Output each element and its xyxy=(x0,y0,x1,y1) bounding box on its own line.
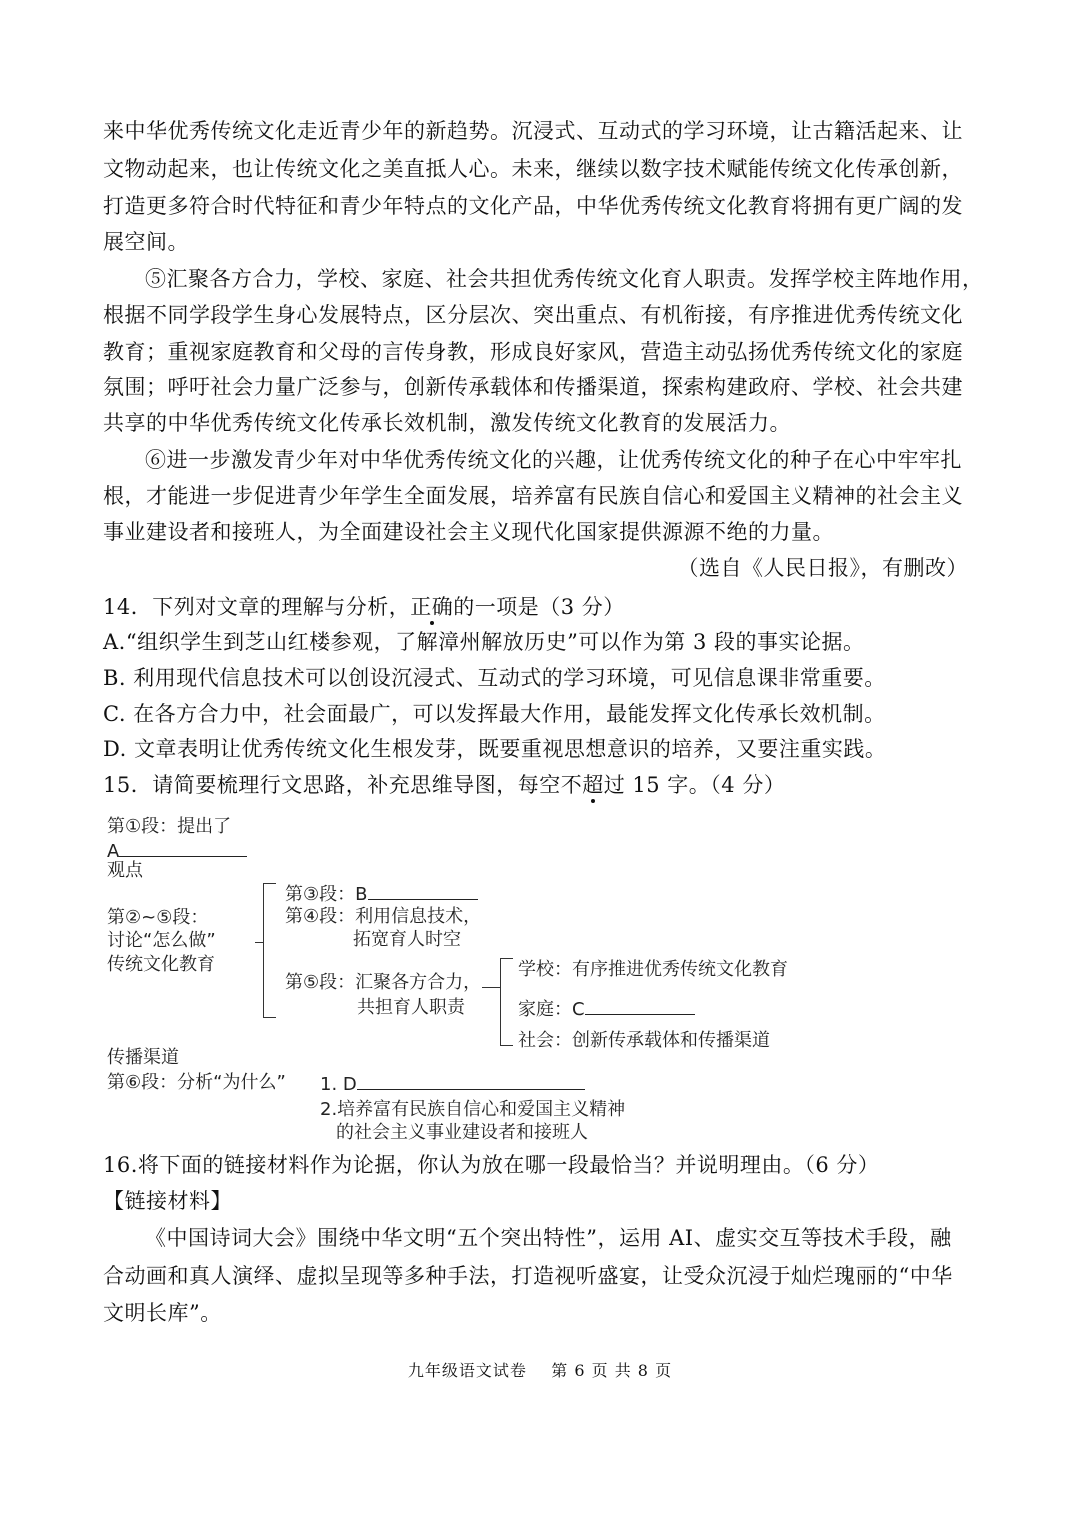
emphasis-text: 正确 xyxy=(410,595,454,619)
material-line: 文明长库”。 xyxy=(103,1301,222,1325)
passage-line: 教育；重视家庭教育和父母的言传身教，形成良好家风，营造主动弘扬优秀传统文化的家庭 xyxy=(103,340,963,364)
mindmap-para1: 第①段：提出了 xyxy=(107,816,232,837)
passage-line: ⑤汇聚各方合力，学校、家庭、社会共担优秀传统文化育人职责。发挥学校主阵地作用， xyxy=(145,267,984,291)
material-line: 合动画和真人演绎、虚拟呈现等多种手法，打造视听盛宴，让受众沉浸于灿烂瑰丽的“中华 xyxy=(103,1264,953,1288)
sub-bracket xyxy=(500,958,513,1046)
mindmap-group-label: 第②~⑤段： xyxy=(107,907,209,928)
passage-line: 共享的中华优秀传统文化传承长效机制，激发传统文化教育的发展活力。 xyxy=(103,411,791,435)
source-citation: （选自《人民日报》，有删改） xyxy=(677,556,968,580)
mindmap-blank-d: 1. D xyxy=(320,1071,585,1097)
mindmap-reason2: 的社会主义事业建设者和接班人 xyxy=(336,1122,588,1143)
material-label: 【链接材料】 xyxy=(103,1189,232,1213)
passage-line: 根据不同学段学生身心发展特点，区分层次、突出重点、有机衔接，有序推进优秀传统文化 xyxy=(103,303,963,327)
passage-line: 事业建设者和接班人，为全面建设社会主义现代化国家提供源源不绝的力量。 xyxy=(103,520,834,544)
footer-page-number: 第 6 页 共 8 页 xyxy=(551,1361,673,1380)
mindmap-para4: 拓宽育人时空 xyxy=(353,929,461,950)
question-14-option-a: A.“组织学生到芝山红楼参观，了解漳州解放历史”可以作为第 3 段的事实论据。 xyxy=(103,630,865,654)
mindmap-para4: 第④段：利用信息技术， xyxy=(285,906,482,927)
mindmap-school: 学校：有序推进优秀传统文化教育 xyxy=(518,959,788,980)
mindmap-para5: 第⑤段：汇聚各方合力， xyxy=(285,972,482,993)
mindmap-group-label: 传统文化教育 xyxy=(107,954,215,975)
mindmap-para6: 第⑥段：分析“为什么” xyxy=(107,1072,286,1093)
mindmap-stray-text: 传播渠道 xyxy=(107,1047,179,1068)
page-footer xyxy=(0,1358,1080,1381)
mindmap-society: 社会：创新传承载体和传播渠道 xyxy=(518,1030,770,1051)
mindmap-para5: 共担育人职责 xyxy=(357,997,465,1018)
emphasis-text: 不超过 xyxy=(560,773,626,797)
passage-line: 根，才能进一步促进青少年学生全面发展，培养富有民族自信心和爱国主义精神的社会主义 xyxy=(103,484,963,508)
question-14-option-b: B. 利用现代信息技术可以创设沉浸式、互动式的学习环境，可见信息课非常重要。 xyxy=(103,666,886,690)
mindmap-blank-a: A xyxy=(107,838,247,864)
main-bracket xyxy=(263,883,276,1018)
passage-line: 文物动起来，也让传统文化之美直抵人心。未来，继续以数字技术赋能传统文化传承创新， xyxy=(103,157,963,181)
passage-line: 氛围；呼吁社会力量广泛参与，创新传承载体和传播渠道，探索构建政府、学校、社会共建 xyxy=(103,375,963,399)
passage-line: 来中华优秀传统文化走近青少年的新趋势。沉浸式、互动式的学习环境，让古籍活起来、让 xyxy=(103,119,963,143)
question-14-stem: 14．下列对文章的理解与分析，正确的一项是（3 分） xyxy=(103,595,625,619)
mindmap-para3: 第③段：B xyxy=(285,881,478,907)
passage-line: ⑥进一步激发青少年对中华优秀传统文化的兴趣，让优秀传统文化的种子在心中牢牢扎 xyxy=(145,448,962,472)
connector-line xyxy=(482,987,500,988)
question-15-stem: 15．请简要梳理行文思路，补充思维导图，每空不超过 15 字。（4 分） xyxy=(103,773,786,797)
passage-line: 展空间。 xyxy=(103,230,189,254)
mindmap-reason2: 2.培养富有民族自信心和爱国主义精神 xyxy=(320,1099,626,1120)
passage-line: 打造更多符合时代特征和青少年特点的文化产品，中华优秀传统文化教育将拥有更广阔的发 xyxy=(103,194,963,218)
mindmap-para1-viewpoint: 观点 xyxy=(107,860,143,881)
mindmap-group-label: 讨论“怎么做” xyxy=(107,930,216,951)
question-16-stem: 16.将下面的链接材料作为论据，你认为放在哪一段最恰当？并说明理由。（6 分） xyxy=(103,1153,880,1177)
question-14-option-c: C. 在各方合力中，社会面最广，可以发挥最大作用，最能发挥文化传承长效机制。 xyxy=(103,702,886,726)
material-line: 《中国诗词大会》围绕中华文明“五个突出特性”，运用 AI、虚实交互等技术手段，融 xyxy=(145,1226,952,1250)
mindmap-family: 家庭：C xyxy=(518,996,695,1022)
footer-paper-title: 九年级语文试卷 xyxy=(407,1361,527,1380)
question-14-option-d: D. 文章表明让优秀传统文化生根发芽，既要重视思想意识的培养，又要注重实践。 xyxy=(103,737,887,761)
